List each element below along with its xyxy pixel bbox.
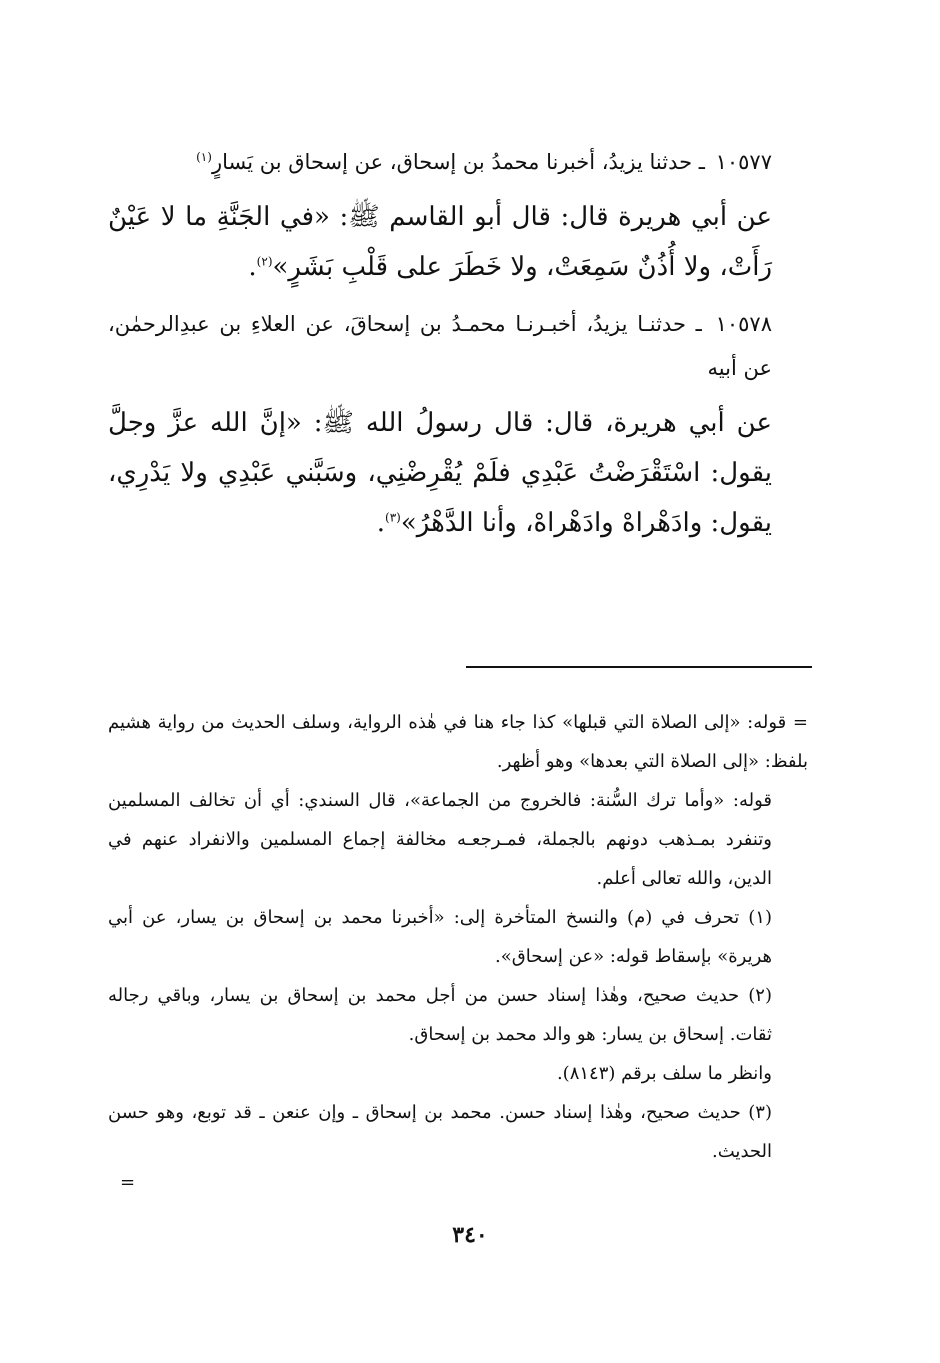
footnote: (٣) حديث صحيح، وهٰذا إسناد حسن. محمد بن إسحاق ـ وإن عنعن ـ قد توبع، وهو حسن الحديث.	[108, 1102, 772, 1162]
footnotes	[108, 703, 812, 1171]
matn-end: .	[248, 252, 257, 282]
hadith-matn	[108, 192, 812, 292]
isnad-text: ـ حدثنا يزيدُ، أخبرنا محمدُ بن إسحاق، عن إسحاق بن	[259, 150, 705, 174]
footnote: وانظر ما سلف برقم (٨١٤٣).	[556, 1063, 772, 1084]
footnote-marker: (٣)	[385, 510, 401, 525]
matn-text: عن أبي هريرة، قال: قال رسولُ الله ﷺ: «إنَّ الله عزَّ وجلَّ يقول: اسْتَقْرَضْتُ عَبْدِي فلَمْ يُقْرِضْنِي، وسَبَّني عَبْدِي ولا يَدْرِي، يقول: وادَهْراهْ وادَهْراهْ، وأنا الدَّهْرُ»	[108, 408, 772, 538]
hadith-matn	[108, 398, 812, 548]
footnote: (١) تحرف في (م) والنسخ المتأخرة إلى: «أخبرنا محمد بن إسحاق بن يسار، عن أبي هريرة» بإسقاط قوله: «عن إسحاق».	[108, 907, 772, 967]
hadith-isnad	[108, 302, 812, 390]
page-number: ٣٤٠	[452, 1222, 488, 1248]
main-text	[108, 140, 812, 558]
hadith-isnad	[108, 140, 812, 184]
hadith-number: ١٠٥٧٧	[715, 150, 772, 174]
isnad-text-cont: يَسارٍ	[211, 150, 254, 174]
footnote-separator	[466, 666, 812, 668]
isnad-text-cont: عبدِالرحمٰن، عن أبيه	[108, 312, 772, 380]
isnad-text: ـ حدثنـا يزيدُ، أخبـرنـا محمـدُ بن إسحاقَ، عن العلاءِ بن	[219, 312, 702, 336]
footnote-marker: (٢)	[256, 254, 273, 269]
continuation-mark: =	[120, 1172, 136, 1193]
hadith-number: ١٠٥٧٨	[715, 312, 772, 336]
footnote: = قوله: «إلى الصلاة التي قبلها» كذا جاء هنا في هٰذه الرواية، وسلف الحديث من رواية هشيم بلفظ: «إلى الصلاة التي بعدها» وهو أظهر.	[108, 712, 808, 772]
footnote: قوله: «وأما ترك السُّنة: فالخروج من الجماعة»، قال السندي: أي أن تخالف المسلمين وتنفرد بمـذهب دونهم بالجملة، فمـرجعـه مخالفة إجماع المسلمين والانفراد عنهم في الدين، والله تعالى أعلم.	[108, 790, 772, 889]
footnote-marker: (١)	[196, 150, 212, 164]
footnote: (٢) حديث صحيح، وهٰذا إسناد حسن من أجل محمد بن إسحاق بن يسار، وباقي رجاله ثقات. إسحاق بن يسار: هو والد محمد بن إسحاق.	[108, 985, 772, 1045]
matn-end: .	[376, 508, 386, 538]
matn-text: عن أبي هريرة قال: قال أبو القاسم ﷺ: «في الجَنَّةِ ما لا عَيْنٌ رَأَتْ، ولا أُذُنٌ سَمِعَتْ، ولا خَطَرَ على قَلْبِ بَشَرٍ»	[108, 202, 772, 282]
